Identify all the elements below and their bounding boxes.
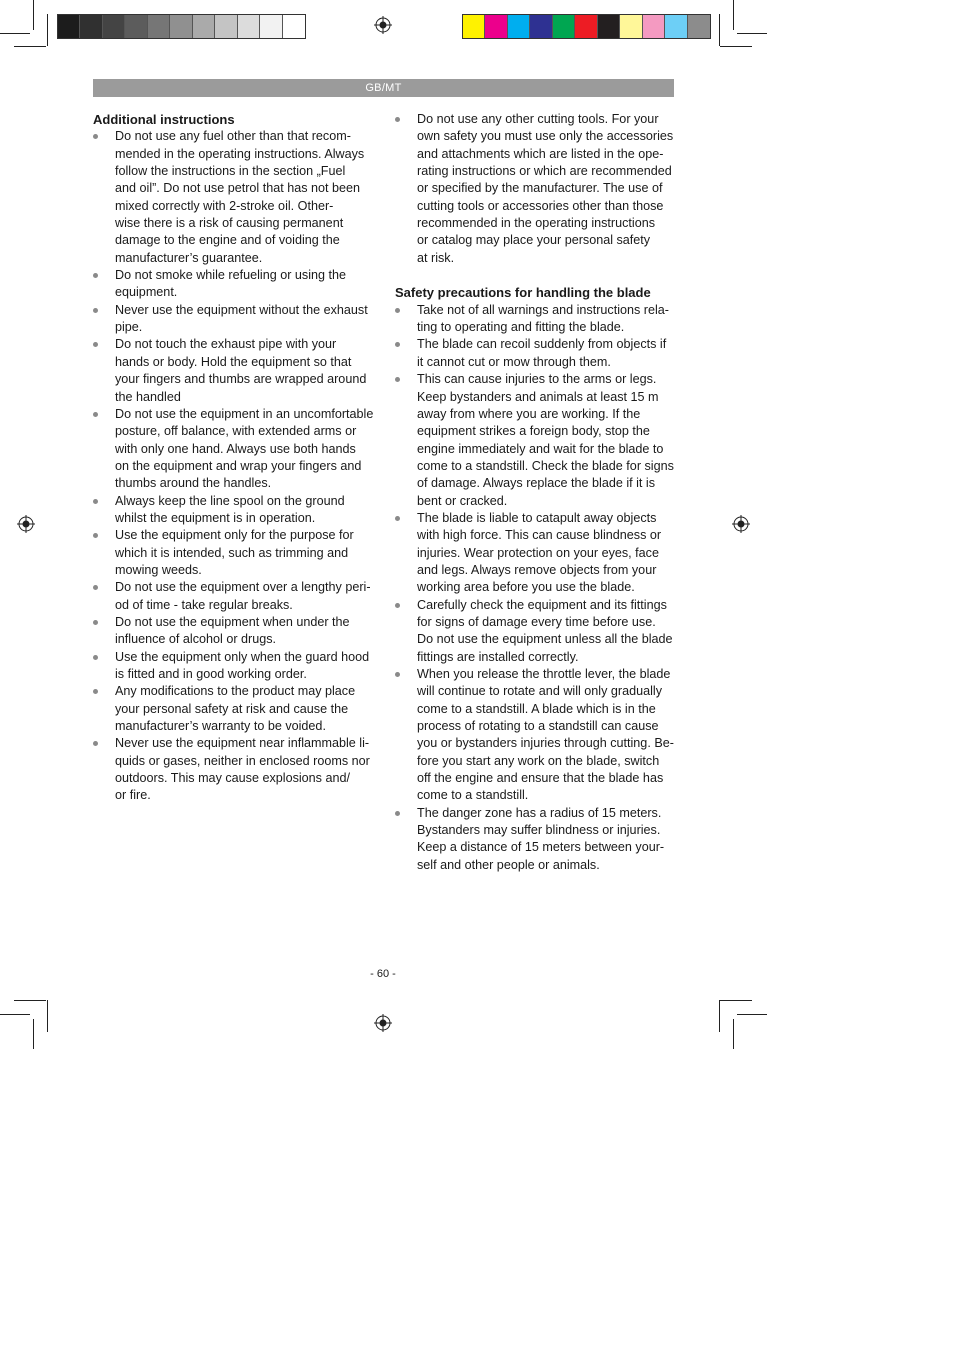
section-heading-blade-safety: Safety precautions for handling the blade [395, 285, 651, 301]
list-item-line: your personal safety at risk and cause the [115, 701, 349, 716]
list-item [395, 597, 680, 666]
crop-mark [14, 46, 46, 47]
list-item-line: or catalog may place your personal safety [417, 233, 651, 248]
color-swatch [103, 15, 125, 38]
list-item-line: your fingers and thumbs are wrapped around [115, 372, 367, 387]
bullet-icon [93, 342, 98, 347]
list-item-line: Never use the equipment without the exhaust [115, 302, 368, 317]
list-item-line: come to a standstill. [417, 788, 529, 803]
list-item-line: Carefully check the equipment and its fittings [417, 597, 667, 612]
bullet-icon [395, 672, 400, 677]
list-item-line: the handled [115, 389, 181, 404]
color-swatch [665, 15, 687, 38]
list-item-line: you or bystanders injuries through cutting. Be- [417, 736, 674, 751]
list-item-line: process of rotating to a standstill can cause [417, 719, 659, 734]
blade-safety-list [395, 302, 680, 874]
list-item-line: influence of alcohol or drugs. [115, 632, 277, 647]
list-item-line: mixed correctly with 2-stroke oil. Other- [115, 198, 334, 213]
crop-mark [733, 1019, 734, 1049]
list-item-line: recommended in the operating instructions [417, 216, 656, 231]
grayscale-control-strip [57, 14, 306, 39]
list-item-line: Take not of all warnings and instructions rela- [417, 302, 670, 317]
bullet-icon [93, 533, 98, 538]
list-item [93, 302, 378, 337]
list-item-line: ting to operating and fitting the blade. [417, 320, 625, 335]
bullet-icon [395, 377, 400, 382]
left-column [93, 111, 378, 805]
color-swatch [148, 15, 170, 38]
crop-mark [720, 1000, 752, 1001]
registration-target-icon [17, 515, 35, 533]
registration-target-icon [374, 16, 392, 34]
bullet-icon [395, 308, 400, 313]
color-swatch [485, 15, 507, 38]
color-swatch [620, 15, 642, 38]
list-item-line: Bystanders may suffer blindness or injuries. [417, 823, 661, 838]
color-swatch [260, 15, 282, 38]
bullet-icon [93, 412, 98, 417]
list-item-line: equipment strikes a foreign body, stop the [417, 424, 650, 439]
list-item-line: bent or cracked. [417, 493, 508, 508]
color-swatch [80, 15, 102, 38]
list-item-line: of damage. Always replace the blade if it is [417, 476, 656, 491]
color-swatch [463, 15, 485, 38]
color-swatch [530, 15, 552, 38]
list-item-line: Do not use the equipment unless all the blade [417, 632, 673, 647]
list-item-line: manufacturer’s warranty to be voided. [115, 719, 326, 734]
bullet-icon [395, 117, 400, 122]
list-item-line: Do not touch the exhaust pipe with your [115, 337, 337, 352]
list-item-line: Do not use the equipment in an uncomfortable [115, 406, 374, 421]
color-swatch [238, 15, 260, 38]
list-item [93, 406, 378, 493]
list-item-line: mended in the operating instructions. Always [115, 146, 365, 161]
crop-mark [0, 33, 30, 34]
list-item [395, 111, 680, 267]
list-item-line: off the engine and ensure that the blade has [417, 771, 664, 786]
list-item-line: rating instructions or which are recommended [417, 164, 672, 179]
list-item-line: and attachments which are listed in the ope- [417, 146, 664, 161]
list-item-line: Use the equipment only when the guard hood [115, 649, 370, 664]
color-swatch [58, 15, 80, 38]
bullet-icon [93, 308, 98, 313]
list-item-line: or specified by the manufacturer. The use of [417, 181, 663, 196]
list-item-line: The blade is liable to catapult away objects [417, 510, 657, 525]
list-item-line: Do not use the equipment when under the [115, 614, 350, 629]
color-swatch [193, 15, 215, 38]
page-number: - 60 - [370, 968, 396, 980]
list-item-line: or fire. [115, 788, 151, 803]
list-item-line: follow the instructions in the section „Fuel [115, 164, 346, 179]
list-item [93, 493, 378, 528]
color-control-strip [462, 14, 711, 39]
list-item-line: pipe. [115, 320, 143, 335]
registration-target-icon [374, 1014, 392, 1032]
list-item [93, 683, 378, 735]
list-item-line: This can cause injuries to the arms or legs. [417, 372, 657, 387]
bullet-icon [395, 603, 400, 608]
bullet-icon [93, 134, 98, 139]
list-item-line: at risk. [417, 250, 455, 265]
right-column [395, 111, 680, 874]
bullet-icon [395, 811, 400, 816]
list-item [93, 735, 378, 804]
crop-mark [47, 14, 48, 46]
crop-mark [720, 46, 752, 47]
list-item-line: quids or gases, neither in enclosed rooms nor [115, 753, 370, 768]
additional-instructions-list [93, 128, 378, 804]
crop-mark [737, 33, 767, 34]
bullet-icon [93, 741, 98, 746]
list-item-line: posture, off balance, with extended arms or [115, 424, 357, 439]
list-item-line: and oil”. Do not use petrol that has not been [115, 181, 361, 196]
list-item-line: with high force. This can cause blindness or [417, 528, 662, 543]
list-item-line: away from where you are working. If the [417, 406, 641, 421]
color-swatch [688, 15, 710, 38]
list-item-line: Always keep the line spool on the ground [115, 493, 345, 508]
list-item [395, 510, 680, 597]
list-item-line: Do not smoke while refueling or using the [115, 268, 347, 283]
list-item [395, 666, 680, 805]
list-item-line: is fitted and in good working order. [115, 667, 307, 681]
language-header-bar [93, 79, 674, 97]
list-item-line: come to a standstill. A blade which is in the [417, 701, 656, 716]
list-item-line: it cannot cut or mow through them. [417, 354, 611, 369]
color-swatch [553, 15, 575, 38]
list-item-line: mowing weeds. [115, 562, 202, 577]
list-item-line: Do not use the equipment over a lengthy peri- [115, 580, 371, 595]
list-item [93, 579, 378, 614]
list-item-line: manufacturer’s guarantee. [115, 250, 263, 265]
bullet-icon [93, 655, 98, 660]
list-item [93, 128, 378, 267]
list-item-line: own safety you must use only the accessories [417, 129, 674, 144]
list-item-line: cutting tools or accessories other than those [417, 198, 664, 213]
list-item-line: whilst the equipment is in operation. [115, 510, 316, 525]
list-item [93, 336, 378, 405]
list-item-line: fore you start any work on the blade, switch [417, 753, 660, 768]
bullet-icon [93, 620, 98, 625]
bullet-icon [93, 499, 98, 504]
list-item-line: for signs of damage every time before use. [417, 614, 656, 629]
list-item [93, 267, 378, 302]
registration-target-icon [732, 515, 750, 533]
list-item [395, 336, 680, 371]
list-item-line: and legs. Always remove objects from your [417, 562, 657, 577]
list-item-line: When you release the throttle lever, the blade [417, 667, 671, 681]
list-item-line: hands or body. Hold the equipment so that [115, 354, 352, 369]
bullet-icon [93, 585, 98, 590]
list-item-line: damage to the engine and of voiding the [115, 233, 340, 248]
list-item-line: will continue to rotate and will only gradually [417, 684, 663, 699]
color-swatch [643, 15, 665, 38]
color-swatch [125, 15, 147, 38]
bullet-icon [93, 689, 98, 694]
list-item-line: injuries. Wear protection on your eyes, face [417, 545, 659, 560]
list-item [93, 649, 378, 684]
list-item-line: Keep bystanders and animals at least 15 m [417, 389, 659, 404]
section-heading-additional-instructions: Additional instructions [93, 112, 235, 127]
list-item-line: od of time - take regular breaks. [115, 597, 293, 612]
list-item-line: fittings are installed correctly. [417, 649, 579, 664]
cutting-tools-list [395, 111, 680, 267]
crop-mark [47, 1000, 48, 1032]
list-item-line: outdoors. This may cause explosions and/ [115, 771, 350, 786]
crop-mark [33, 0, 34, 30]
language-tag: GB/MT [365, 82, 402, 94]
color-swatch [508, 15, 530, 38]
color-swatch [170, 15, 192, 38]
list-item-line: with only one hand. Always use both hands [115, 441, 356, 456]
bullet-icon [93, 273, 98, 278]
list-item-line: self and other people or animals. [417, 857, 600, 872]
list-item [93, 614, 378, 649]
color-swatch [575, 15, 597, 38]
bullet-icon [395, 516, 400, 521]
list-item-line: Never use the equipment near inflammable li- [115, 736, 370, 751]
crop-mark [719, 1000, 720, 1032]
list-item-line: working area before you use the blade. [417, 580, 635, 595]
list-item [395, 371, 680, 510]
crop-mark [0, 1014, 30, 1015]
list-item [93, 527, 378, 579]
list-item-line: Any modifications to the product may place [115, 684, 356, 699]
list-item [395, 805, 680, 874]
color-swatch [598, 15, 620, 38]
list-item-line: Do not use any fuel other than that recom- [115, 129, 351, 144]
list-item-line: engine immediately and wait for the blade to [417, 441, 664, 456]
crop-mark [737, 1014, 767, 1015]
list-item-line: Keep a distance of 15 meters between your- [417, 840, 665, 855]
list-item [395, 302, 680, 337]
list-item-line: Use the equipment only for the purpose for [115, 528, 354, 543]
color-swatch [283, 15, 305, 38]
list-item-line: equipment. [115, 285, 178, 300]
list-item-line: wise there is a risk of causing permanent [115, 216, 344, 231]
list-item-line: on the equipment and wrap your fingers and [115, 458, 362, 473]
crop-mark [33, 1019, 34, 1049]
list-item-line: thumbs around the handles. [115, 476, 272, 491]
crop-mark [14, 1000, 46, 1001]
color-swatch [215, 15, 237, 38]
list-item-line: Do not use any other cutting tools. For your [417, 112, 659, 126]
list-item-line: come to a standstill. Check the blade for signs [417, 458, 674, 473]
list-item-line: which it is intended, such as trimming and [115, 545, 349, 560]
crop-mark [719, 14, 720, 46]
list-item-line: The blade can recoil suddenly from objects if [417, 337, 667, 352]
list-item-line: The danger zone has a radius of 15 meters. [417, 805, 662, 820]
crop-mark [733, 0, 734, 30]
bullet-icon [395, 342, 400, 347]
